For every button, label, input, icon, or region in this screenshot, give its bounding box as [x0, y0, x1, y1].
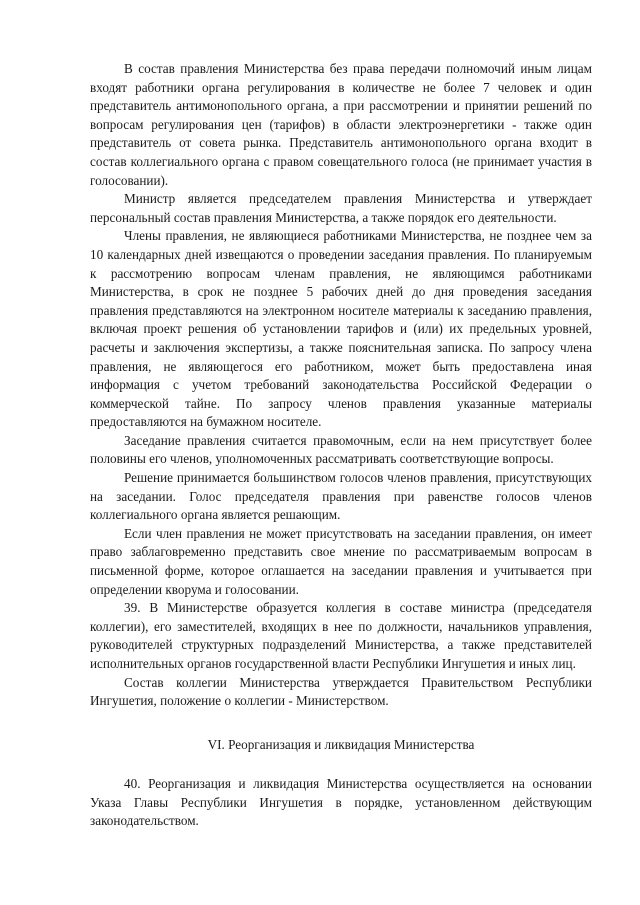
paragraph-board-composition: В состав правления Министерства без права передачи полномочий иным лицам входят работники органа регулирования в количестве не более 7 человек и один представитель антимонопольного органа, а при рассмотрении и принятии решений по вопросам регулирования цен (тарифов) в области электроэнергетики - также один представитель от совета рынка. Представитель антимонопольного органа входит в состав коллегиального органа с правом совещательного голоса (не принимает участия в голосовании).: [90, 61, 592, 188]
paragraph-absent-member: Если член правления не может присутствовать на заседании правления, он имеет право заблаговременно представить свое мнение по рассматриваемым вопросам в письменной форме, которое оглашается на заседании правления и учитывается при определении кворума и голосовании.: [90, 525, 592, 597]
paragraph-collegium-approval: Состав коллегии Министерства утверждается Правительством Республики Ингушетия, положение о коллегии - Министерством.: [90, 674, 592, 709]
paragraph-39-collegium: 39. В Министерстве образуется коллегия в составе министра (председателя коллегии), его заместителей, входящих в нее по должности, начальников управления, руководителей структурных подразделений Министерства, а также представителей исполнительных органов государственной власти Республики Ингушетия и иных лиц.: [90, 600, 592, 671]
paragraph-40-reorganization: 40. Реорганизация и ликвидация Министерства осуществляется на основании Указа Главы Республики Ингушетия в порядке, установленном действующим законодательством.: [90, 776, 592, 829]
main-text-block: [90, 60, 592, 711]
paragraph-minister-chair: Министр является председателем правления Министерства и утверждает персональный состав правления Министерства, а также порядок его деятельности.: [90, 191, 592, 225]
paragraph-voting: Решение принимается большинством голосов членов правления, присутствующих на заседании. Голос председателя правления при равенстве голосов членов коллегиального органа является решающим.: [90, 470, 592, 523]
paragraph-meeting-notice: Члены правления, не являющиеся работниками Министерства, не позднее чем за 10 календарных дней извещаются о проведении заседания правления. По планируемым к рассмотрению вопросам членам правления, не являющимся работниками Министерства, в срок не позднее 5 рабочих дней до дня проведения заседания правления представляются на электронном носителе материалы к заседанию правления, включая проект решения об установлении тарифов и (или) их предельных уровней, расчеты и заключения экспертизы, а также пояснительная записка. По запросу члена правления, не являющегося его работником, может быть предоставлена иная информация с учетом требований законодательства Российской Федерации о коммерческой тайне. По запросу членов правления указанные материалы предоставляются на бумажном носителе.: [90, 228, 592, 430]
section-heading: VI. Реорганизация и ликвидация Министерства: [207, 737, 475, 752]
section-vi-text-block: [90, 775, 592, 831]
paragraph-quorum: Заседание правления считается правомочным, если на нем присутствует более половины его членов, уполномоченных рассматривать соответствующие вопросы.: [90, 432, 592, 467]
